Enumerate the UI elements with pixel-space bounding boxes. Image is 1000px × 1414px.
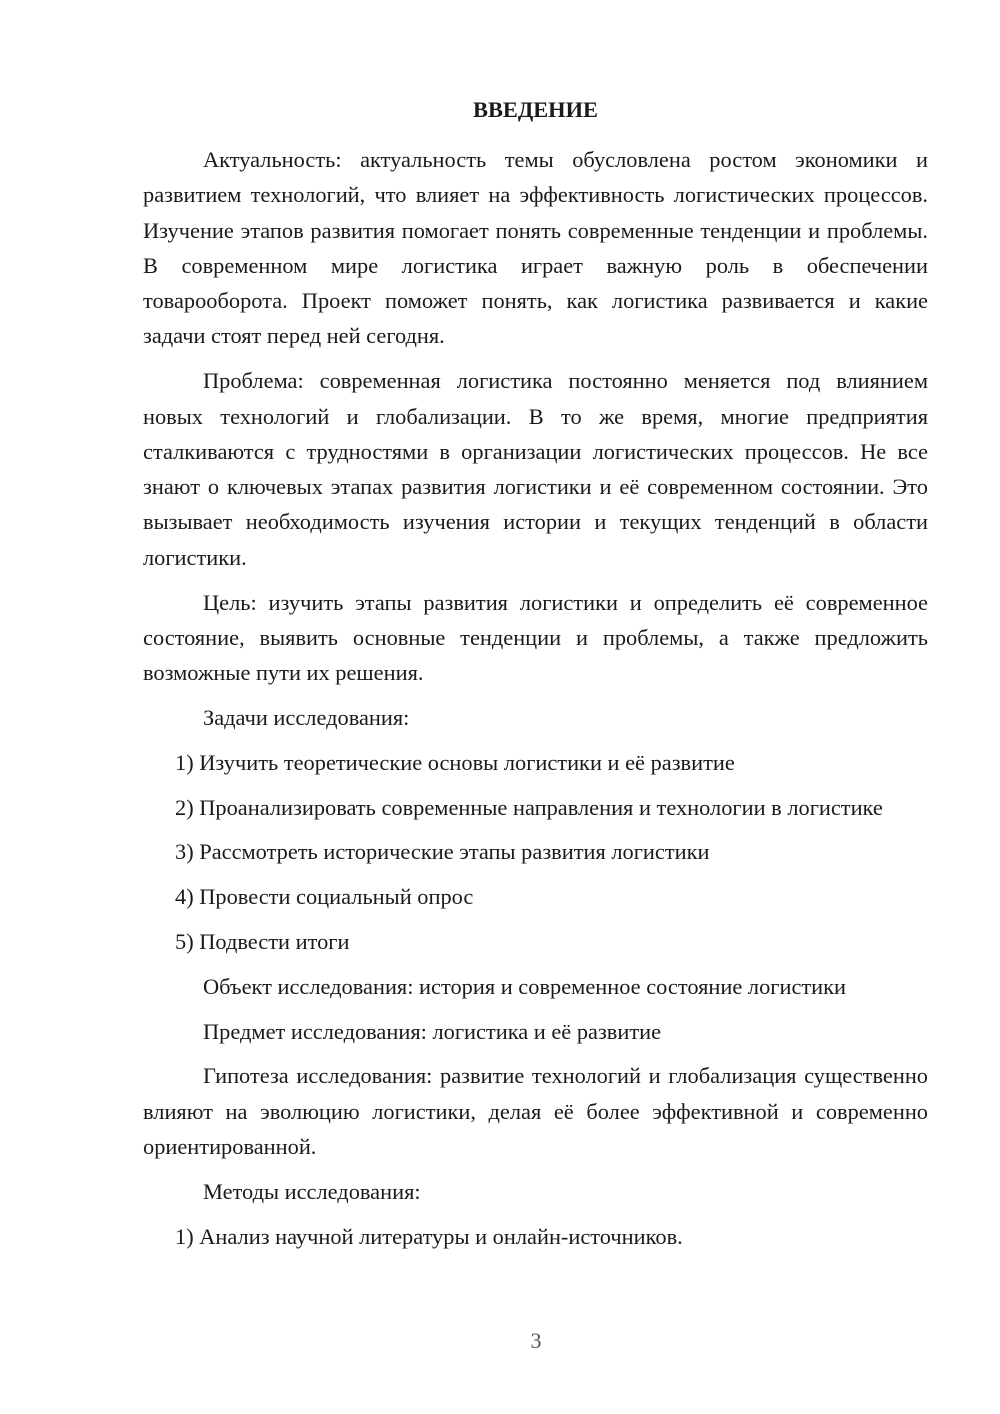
paragraph-goal: Цель: изучить этапы развития логистики и определить её современное состояние, выявить основные тенденции и проблемы, а также предложить возможные пути их решения. (143, 589, 928, 686)
task-item: 4) Провести социальный опрос (175, 884, 474, 910)
task-item: 5) Подвести итоги (175, 928, 350, 954)
task-item: 3) Рассмотреть исторические этапы развития логистики (175, 839, 710, 865)
method-item: 1) Анализ научной литературы и онлайн-источников. (175, 1223, 683, 1249)
paragraph-tasks-title: Задачи исследования: (203, 704, 410, 730)
page-number: 3 (530, 1328, 542, 1353)
paragraph-methods-title: Методы исследования: (203, 1178, 421, 1204)
paragraph-relevance: Актуальность: актуальность темы обусловлена ростом экономики и развитием технологий, что влияет на эффективность логистических процессов. Изучение этапов развития помогает понять современные тенденции и проблемы. В современном мире логистика играет важную роль в обеспечении товарооборота. Проект поможет понять, как логистика развивается и какие задачи стоят перед ней сегодня. (143, 147, 928, 349)
paragraph-object: Объект исследования: история и современное состояние логистики (203, 973, 847, 999)
task-item: 1) Изучить теоретические основы логистики и её развитие (175, 749, 735, 775)
document-page (143, 88, 928, 1263)
paragraph-problem: Проблема: современная логистика постоянно меняется под влиянием новых технологий и глобализации. В то же время, многие предприятия сталкиваются с трудностями в организации логистических процессов. Не все знают о ключевых этапах развития логистики и её современном состоянии. Это вызывает необходимость изучения истории и текущих тенденций в области логистики. (143, 368, 928, 570)
paragraph-subject: Предмет исследования: логистика и её развитие (203, 1018, 662, 1044)
paragraph-hypothesis: Гипотеза исследования: развитие технологий и глобализация существенно влияют на эволюцию логистики, делая её более эффективной и современно ориентированной. (143, 1063, 928, 1159)
document-heading: ВВЕДЕНИЕ (473, 97, 598, 122)
task-item: 2) Проанализировать современные направления и технологии в логистике (175, 794, 883, 820)
